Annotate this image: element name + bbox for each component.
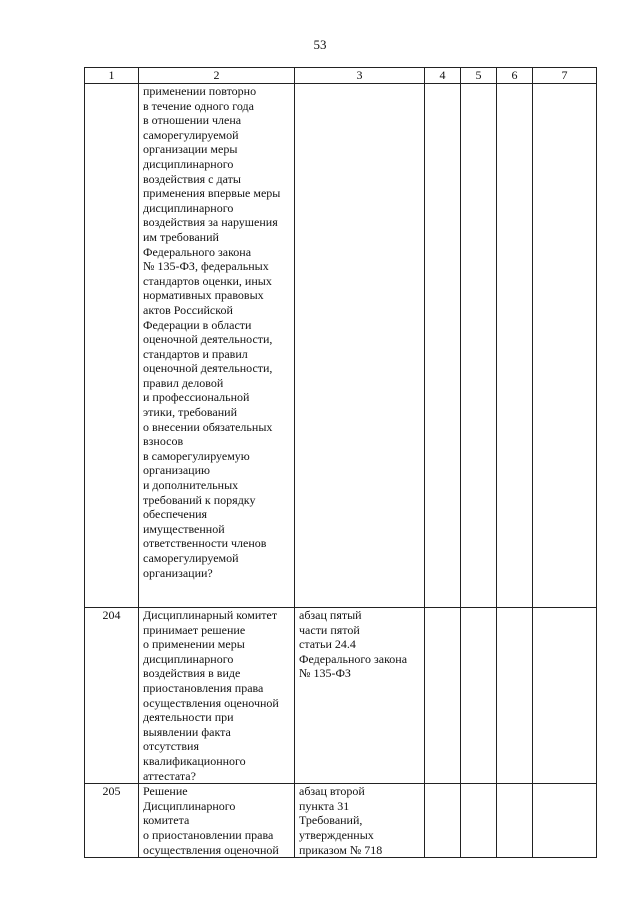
- cell-line: саморегулируемой: [143, 551, 239, 565]
- header-col-7: 7: [533, 68, 597, 84]
- cell-line: оценочной деятельности,: [143, 361, 273, 376]
- cell-line: воздействия с даты: [143, 171, 241, 186]
- cell-line: организацию: [143, 463, 210, 478]
- cell-line: дисциплинарного: [143, 651, 234, 666]
- cell-line: приостановления права: [143, 680, 264, 695]
- cell-line: о внесении обязательных: [143, 419, 273, 434]
- cell-line: стандартов и правил: [143, 346, 248, 361]
- table-row: [85, 784, 597, 858]
- cell-line: этики, требований: [143, 405, 237, 420]
- cell-line: и профессиональной: [143, 390, 250, 405]
- cell-line: абзац пятый: [299, 608, 362, 622]
- cell-line: нормативных правовых: [143, 288, 264, 303]
- row-number-cell: 204: [85, 608, 139, 784]
- cell-line: взносов: [143, 434, 184, 449]
- answer-cell-no: [461, 784, 497, 858]
- cell-line: воздействия за нарушения: [143, 215, 278, 230]
- answer-cell-na: [497, 84, 533, 608]
- question-cell: [139, 608, 295, 784]
- cell-line: им требований: [143, 229, 219, 244]
- cell-line: Федерального закона: [143, 244, 252, 259]
- cell-line: требований к порядку: [143, 492, 256, 507]
- cell-line: в течение одного года: [143, 98, 254, 113]
- header-col-6: 6: [497, 68, 533, 84]
- header-col-2: 2: [139, 68, 295, 84]
- header-row: [85, 68, 597, 84]
- cell-line: стандартов оценки, иных: [143, 273, 272, 288]
- header-col-4: 4: [425, 68, 461, 84]
- answer-cell-yes: [425, 608, 461, 784]
- checklist-table: [84, 67, 597, 858]
- header-col-1: 1: [85, 68, 139, 84]
- cell-line: оценочной деятельности,: [143, 332, 273, 347]
- cell-line: применения впервые меры: [143, 186, 281, 201]
- page-number: 53: [313, 37, 327, 52]
- note-cell: [533, 608, 597, 784]
- cell-line: обеспечения: [143, 507, 208, 522]
- cell-line: принимает решение: [143, 622, 246, 637]
- cell-line: Требований,: [299, 813, 363, 828]
- cell-line: Решение: [143, 784, 188, 799]
- cell-line: организации?: [143, 565, 213, 580]
- cell-line: в саморегулируемую: [143, 448, 250, 463]
- cell-line: и дополнительных: [143, 478, 239, 493]
- row-number-cell: 205: [85, 784, 139, 858]
- answer-cell-yes: [425, 784, 461, 858]
- table-row: [85, 84, 597, 608]
- reference-cell: [295, 784, 425, 858]
- cell-line: приказом № 718: [299, 842, 383, 857]
- cell-line: утвержденных: [299, 827, 374, 842]
- cell-line: аттестата?: [143, 768, 196, 783]
- cell-line: актов Российской: [143, 302, 233, 317]
- answer-cell-yes: [425, 84, 461, 608]
- cell-line: ответственности членов: [143, 536, 267, 551]
- question-cell: [139, 84, 295, 608]
- question-cell: [139, 784, 295, 858]
- cell-line: в отношении члена: [143, 113, 242, 128]
- row-number-cell: [85, 84, 139, 608]
- cell-line: комитета: [143, 813, 190, 828]
- reference-cell: [295, 608, 425, 784]
- cell-line: абзац второй: [299, 784, 365, 799]
- cell-line: квалификационного: [143, 753, 246, 768]
- cell-line: № 135-ФЗ: [299, 666, 351, 681]
- note-cell: [533, 784, 597, 858]
- answer-cell-na: [497, 608, 533, 784]
- cell-line: Дисциплинарного: [143, 798, 236, 813]
- table-row: [85, 608, 597, 784]
- cell-line: части пятой: [299, 622, 360, 637]
- answer-cell-no: [461, 608, 497, 784]
- cell-line: статьи 24.4: [299, 637, 356, 652]
- cell-line: правил деловой: [143, 375, 224, 390]
- cell-line: Федерального закона: [299, 651, 408, 666]
- answer-cell-no: [461, 84, 497, 608]
- cell-line: имущественной: [143, 521, 225, 536]
- answer-cell-na: [497, 784, 533, 858]
- cell-line: № 135-ФЗ, федеральных: [143, 259, 269, 274]
- reference-cell: [295, 84, 425, 608]
- cell-line: саморегулируемой: [143, 127, 239, 142]
- cell-line: о приостановлении права: [143, 827, 274, 842]
- cell-line: применении повторно: [143, 84, 257, 98]
- cell-line: Дисциплинарный комитет: [143, 608, 278, 622]
- cell-line: выявлении факта: [143, 724, 231, 739]
- cell-line: осуществления оценочной: [143, 695, 279, 710]
- header-col-3: 3: [295, 68, 425, 84]
- cell-line: о применении меры: [143, 637, 245, 652]
- cell-line: организации меры: [143, 142, 238, 157]
- cell-line: Федерации в области: [143, 317, 252, 332]
- cell-line: дисциплинарного: [143, 200, 234, 215]
- cell-line: пункта 31: [299, 798, 350, 813]
- cell-line: деятельности при: [143, 710, 234, 725]
- cell-line: осуществления оценочной: [143, 842, 279, 857]
- header-col-5: 5: [461, 68, 497, 84]
- cell-line: дисциплинарного: [143, 156, 234, 171]
- note-cell: [533, 84, 597, 608]
- cell-line: отсутствия: [143, 739, 199, 754]
- cell-line: воздействия в виде: [143, 666, 241, 681]
